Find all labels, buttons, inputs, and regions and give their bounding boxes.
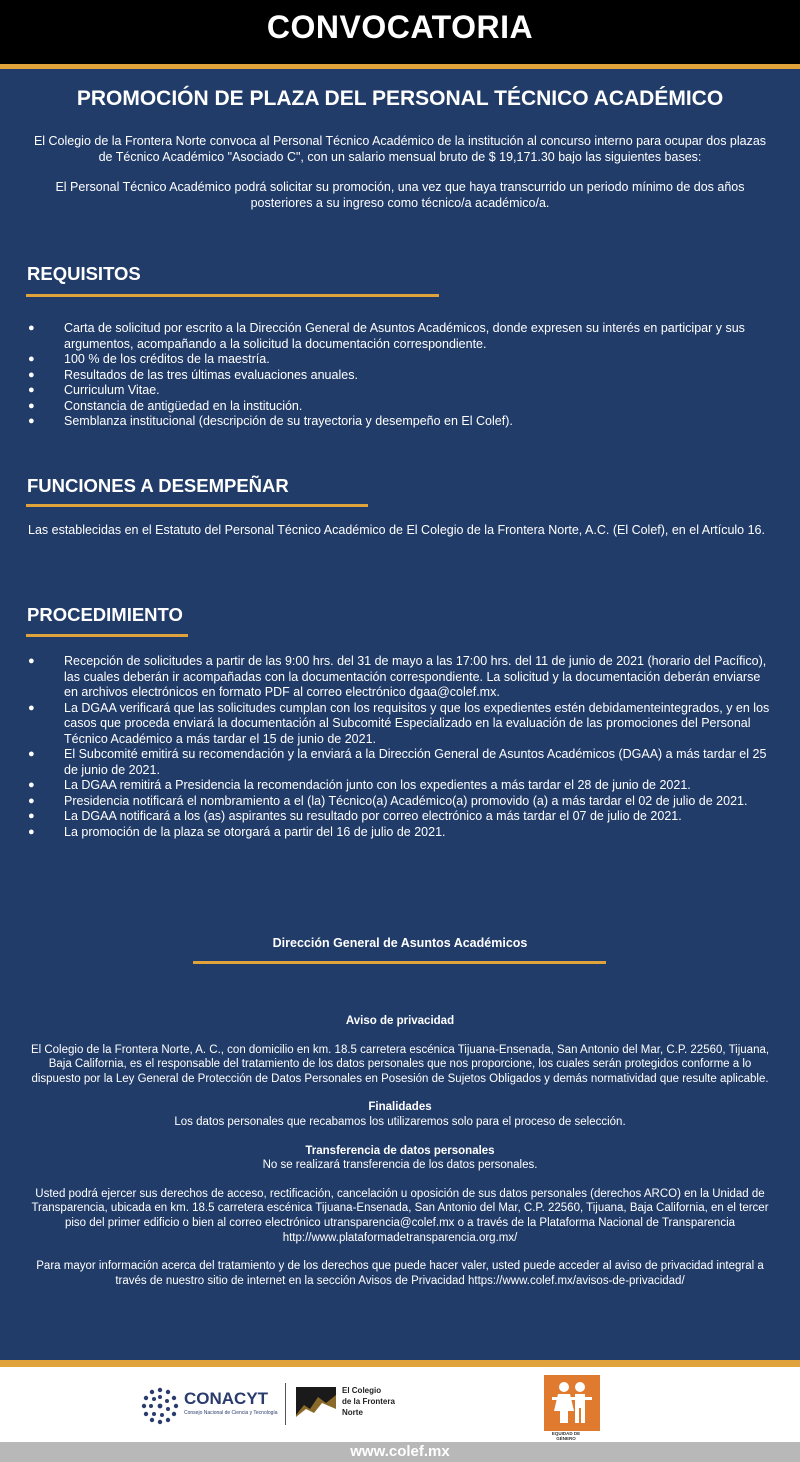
bullet-icon: ● [28,810,35,822]
signature: Dirección General de Asuntos Académicos [272,936,528,950]
list-item: ● El Subcomité emitirá su recomendación y la enviará a la Dirección General de Asuntos Académicos (DGAA) a más tardar el 25 de junio de 2021. [28,747,767,777]
privacy-paragraph-3: Para mayor información acerca del tratamiento y de los derechos que puede hacer valer, usted puede acceder al aviso de privacidad integral a través de nuestro sitio de internet en la sección Avisos de Privacidad https://www.colef.mx/avisos-de-privacidad/ [36,1260,764,1287]
intro-paragraph-1: El Colegio de la Frontera Norte convoca al Personal Técnico Académico de la institución al concurso interno para ocupar dos plazas de Técnico Académico "Asociado C", con un salario mensual bruto de $ 19,171.30 bajo las siguientes bases: [33,134,767,164]
list-item: ● Resultados de las tres últimas evaluaciones anuales. [28,367,358,382]
list-item: ● Curriculum Vitae. [28,383,160,397]
equidad-genero-logo [544,1375,600,1431]
list-item: ● Presidencia notificará el nombramiento a el (la) Técnico(a) Académico(a) promovido (a) a más tardar el 02 de julio de 2021. [28,793,748,808]
section-title-procedimiento: PROCEDIMIENTO [27,604,183,625]
privacy-title: Aviso de privacidad [345,1015,455,1027]
equidad-caption: EQUIDAD DE GÉNERO [551,1431,581,1441]
requisitos-list [28,321,776,430]
bullet-icon: ● [28,322,35,334]
finalidades-text: Los datos personales que recabamos los utilizaremos solo para el proceso de selección. [174,1115,626,1128]
colef-name: El Colegio de la Frontera Norte [342,1386,395,1417]
section-title-requisitos: REQUISITOS [27,263,141,284]
section-rule-procedimiento [26,634,188,637]
list-item: ● Constancia de antigüedad en la institución. [28,398,303,413]
bullet-icon: ● [28,655,35,667]
bullet-icon: ● [28,368,35,381]
header-bar [0,0,800,64]
finalidades-title: Finalidades [368,1101,432,1114]
logos-bar [0,1367,800,1442]
website-link[interactable]: www.colef.mx [350,1443,450,1460]
bullet-icon: ● [28,353,35,365]
bullet-icon: ● [28,384,35,396]
colef-logo [296,1383,416,1427]
privacy-paragraph-2: Usted podrá ejercer sus derechos de acceso, rectificación, cancelación u oposición de sus datos personales (derechos ARCO) en la Unidad de Transparencia, ubicada en km. 18.5 carretera escénica Tijuana-Ensenada, San Antonio del Mar, C.P. 22560, Tijuana, Baja California, en el tercer piso del primer edificio o bien al correo electrónico utransparencia@colef.mx o a través de la Plataforma Nacional de Transparencia http://www.plataformadetransparencia.org.mx/ [31,1187,769,1244]
equidad-figures-icon [544,1375,600,1431]
subtitle: PROMOCIÓN DE PLAZA DEL PERSONAL TÉCNICO ACADÉMICO [76,87,724,110]
intro-paragraph-2: El Personal Técnico Académico podrá solicitar su promoción, una vez que haya transcurrido un periodo mínimo de dos años posteriores a su ingreso como técnico/a académico/a. [55,180,745,210]
procedimiento-list [28,654,776,840]
bullet-icon: ● [28,399,35,412]
bullet-icon: ● [28,825,35,838]
section-rule-requisitos [26,294,439,297]
section-rule-funciones [26,504,368,507]
bullet-icon: ● [28,415,35,427]
bottom-accent-band [0,1360,800,1367]
conacyt-subtitle: Consejo Nacional de Ciencia y Tecnología [184,1410,278,1416]
privacy-notice [26,1014,774,1302]
colef-mark-icon [296,1387,336,1423]
bullet-icon: ● [28,748,35,760]
main-content [0,69,800,1360]
conacyt-wordmark: CONACYT [184,1389,269,1408]
list-item: ● Semblanza institucional (descripción de su trayectoria y desempeño en El Colef). [28,414,513,428]
conacyt-dots-icon [140,1386,180,1426]
list-item: ● La DGAA verificará que las solicitudes cumplan con los requisitos y que los expedientes estén debidamenteintegrados, y en los casos que proceda enviará la documentación al Subcomité Especializado en la evaluación de las promociones del Personal Técnico Académico a más tardar el 15 de junio de 2021. [28,700,770,746]
footer-bar [0,1442,800,1462]
signature-rule [193,961,606,964]
bullet-icon: ● [28,701,35,714]
list-item: ● Carta de solicitud por escrito a la Dirección General de Asuntos Académicos, donde expresen su interés en participar y sus argumentos, acompañando a la solicitud la documentación correspondiente. [28,321,745,351]
list-item: ● La promoción de la plaza se otorgará a partir del 16 de julio de 2021. [28,824,446,839]
bullet-icon: ● [28,794,35,807]
bullet-icon: ● [28,779,35,791]
transferencia-title: Transferencia de datos personales [305,1144,495,1157]
intro-text [28,133,772,225]
conacyt-logo [140,1384,280,1428]
list-item: ● La DGAA remitirá a Presidencia la recomendación junto con los expedientes a más tardar el 28 de junio de 2021. [28,778,691,792]
privacy-paragraph-1: El Colegio de la Frontera Norte, A. C., con domicilio en km. 18.5 carretera escénica Tijuana-Ensenada, San Antonio del Mar, C.P. 22560, Tijuana, Baja California, es el responsable del tratamiento de los datos personales que nos proporcione, los cuales serán protegidos conforme a lo dispuesto por la Ley General de Protección de Datos Personales en Posesión de Sujetos Obligados y demás normatividad que resulte aplicable. [30,1043,770,1085]
section-title-funciones: FUNCIONES A DESEMPEÑAR [27,475,289,496]
page-title: CONVOCATORIA [266,9,534,45]
transferencia-text: No se realizará transferencia de los datos personales. [262,1159,538,1172]
list-item: ● Recepción de solicitudes a partir de las 9:00 hrs. del 31 de mayo a las 17:00 hrs. del 11 de junio de 2021 (horario del Pacífico), las cuales deberán ir acompañadas con la documentación correspondiente. La solicitud y la documentación deberán enviarse en archivos electrónicos en formato PDF al correo electrónico dgaa@colef.mx. [28,654,767,699]
list-item: ● La DGAA notificará a los (as) aspirantes su resultado por correo electrónico a más tardar el 07 de julio de 2021. [28,809,682,823]
funciones-text: Las establecidas en el Estatuto del Personal Técnico Académico de El Colegio de la Frontera Norte, A.C. (El Colef), en el Artículo 16. [28,523,765,537]
list-item: ● 100 % de los créditos de la maestría. [28,352,270,366]
logo-divider [285,1383,286,1425]
